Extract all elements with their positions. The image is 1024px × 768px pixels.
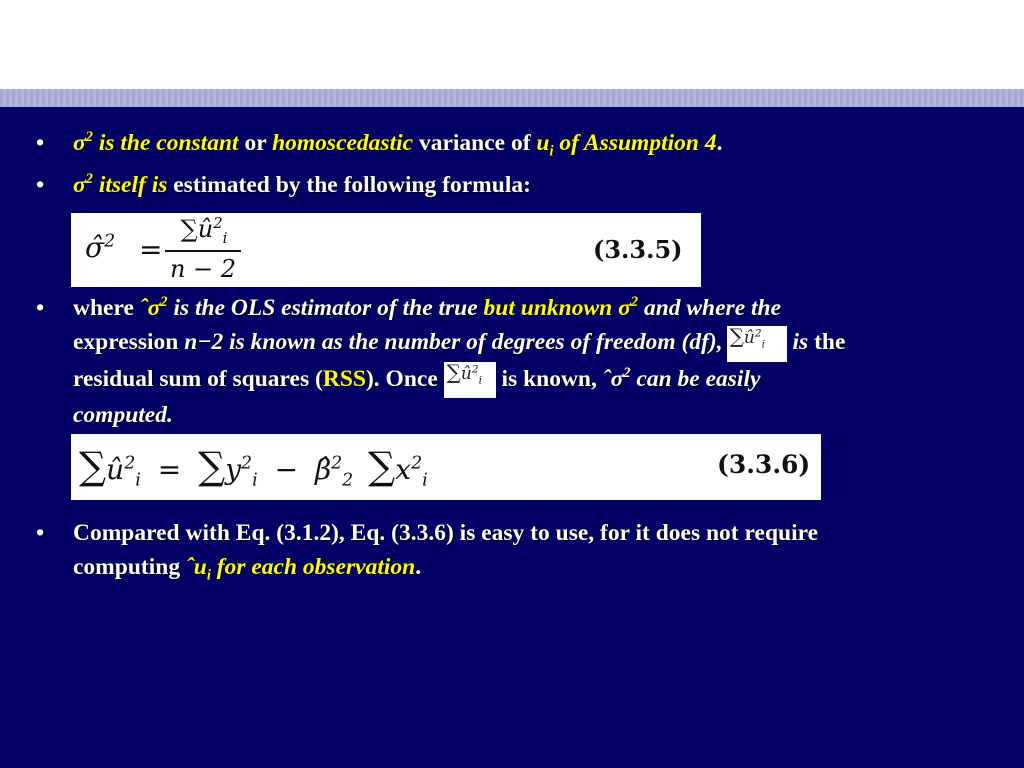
text-fragment: but unknown σ <box>483 295 631 321</box>
equation-lhs <box>85 231 115 264</box>
bullet-4-line-1: Compared with Eq. (3.1.2), Eq. (3.3.6) is easy to use, for it does not require <box>73 520 819 546</box>
subscript: i <box>478 374 482 387</box>
text-fragment: for each observation <box>210 554 416 580</box>
text-fragment: is <box>786 329 809 355</box>
superscript: 2 <box>331 453 343 474</box>
text-fragment: ). Once <box>365 365 444 392</box>
bullet-3-text <box>73 291 1006 432</box>
bullet-3-line-1 <box>73 291 1006 325</box>
fraction-denominator: n − 2 <box>169 255 237 283</box>
text-fragment: estimated by the following formula: <box>167 172 531 198</box>
subscript: i <box>761 338 765 350</box>
subscript: i <box>135 470 141 491</box>
superscript: 2 <box>160 294 168 311</box>
subscript: i <box>206 567 211 584</box>
text-fragment: residual sum of squares ( <box>73 365 323 392</box>
sigma-hat-symbol: σ̂ <box>85 231 105 264</box>
equation-3-3-5-box <box>71 213 701 287</box>
equals-sign: = <box>157 453 182 486</box>
superscript: 2 <box>630 294 639 311</box>
summation-symbol: ∑ <box>198 444 226 488</box>
summation-symbol: ∑ <box>79 444 107 488</box>
beta-hat-symbol: β̂ <box>314 453 332 486</box>
subscript: i <box>422 470 428 491</box>
text-fragment: can be easily <box>630 365 761 392</box>
text-fragment: . <box>716 130 723 156</box>
subscript: i <box>549 143 554 160</box>
text-fragment: the <box>808 329 846 355</box>
superscript: 2 <box>241 453 253 474</box>
text-fragment: . <box>415 554 422 580</box>
bullet-3 <box>36 291 1006 432</box>
sigma-hat-symbol: ˆσ <box>602 365 624 392</box>
bullet-4 <box>36 516 1006 584</box>
sigma-symbol: σ <box>73 172 86 198</box>
superscript: 2 <box>623 364 631 381</box>
text-fragment: expression <box>73 329 185 355</box>
rss-highlight: RSS <box>322 365 366 392</box>
summation-symbol: ∑ <box>368 444 396 488</box>
equation-3-3-6-box <box>71 434 821 500</box>
superscript: 2 <box>104 231 116 252</box>
text-fragment: is known, <box>495 365 603 392</box>
minus-sign: − <box>274 453 299 486</box>
superscript: 2 <box>85 129 93 146</box>
text-fragment: computing <box>73 554 186 580</box>
text-fragment: where <box>73 295 140 321</box>
u-symbol: u <box>536 130 550 156</box>
summation-symbol: ∑ <box>180 215 198 243</box>
text-fragment: itself is <box>92 172 168 198</box>
bullet-1 <box>36 126 1006 160</box>
text-fragment: is the constant <box>92 130 239 156</box>
inline-equation-residual-sum <box>444 362 496 398</box>
subscript: i <box>252 470 258 491</box>
bullet-4-line-2 <box>73 550 1006 584</box>
summation-symbol: ∑ <box>446 360 461 385</box>
bullet-2-text <box>73 168 1006 202</box>
inline-equation-residual-sum <box>727 323 787 362</box>
text-fragment: is the OLS estimator of the true <box>167 295 484 321</box>
u-hat-symbol: û <box>460 364 472 385</box>
slide-header-area <box>0 0 1024 89</box>
y-symbol: y <box>225 453 242 486</box>
bullet-4-text <box>73 516 1006 584</box>
equation-number: (3.3.6) <box>717 450 811 479</box>
superscript: 2 <box>471 363 479 376</box>
u-hat-symbol: û <box>197 215 214 243</box>
superscript: 2 <box>411 453 423 474</box>
superscript: 2 <box>85 171 93 188</box>
sigma-hat-symbol: ˆσ <box>139 295 161 321</box>
equals-sign: = <box>139 233 163 266</box>
decorative-stripe-band <box>0 89 1024 107</box>
equation-number: (3.3.5) <box>593 235 683 264</box>
x-symbol: x <box>395 453 412 486</box>
text-fragment: variance of <box>413 130 537 156</box>
text-fragment: n−2 is known as the number of degrees of freedom (df), <box>184 329 723 355</box>
bullet-3-line-4: computed. <box>73 402 173 429</box>
bullet-dot: • <box>36 130 45 156</box>
u-hat-symbol: û <box>106 453 125 486</box>
text-fragment: and where the <box>638 295 782 321</box>
superscript: 2 <box>124 453 136 474</box>
superscript: 2 <box>213 214 223 232</box>
sigma-symbol: σ <box>73 130 86 156</box>
equation-body <box>79 444 428 491</box>
subscript: i <box>222 228 228 247</box>
fraction-bar <box>165 250 241 252</box>
superscript: 2 <box>754 326 762 339</box>
summation-symbol: ∑ <box>729 323 744 348</box>
bullet-1-text <box>73 126 1006 160</box>
bullet-dot: • <box>36 295 45 321</box>
bullet-3-line-2 <box>73 325 1006 362</box>
text-fragment: homoscedastic <box>272 130 414 156</box>
bullet-3-line-3 <box>73 362 1006 399</box>
u-hat-symbol: û <box>743 327 755 348</box>
u-hat-symbol: ˆu <box>185 554 207 580</box>
bullet-dot: • <box>36 520 45 546</box>
bullet-dot: • <box>36 172 45 198</box>
bullet-2 <box>36 168 1006 202</box>
text-fragment: or <box>238 130 273 156</box>
text-fragment: of Assumption 4 <box>553 130 717 156</box>
fraction-numerator <box>171 214 237 247</box>
subscript: 2 <box>342 470 354 491</box>
